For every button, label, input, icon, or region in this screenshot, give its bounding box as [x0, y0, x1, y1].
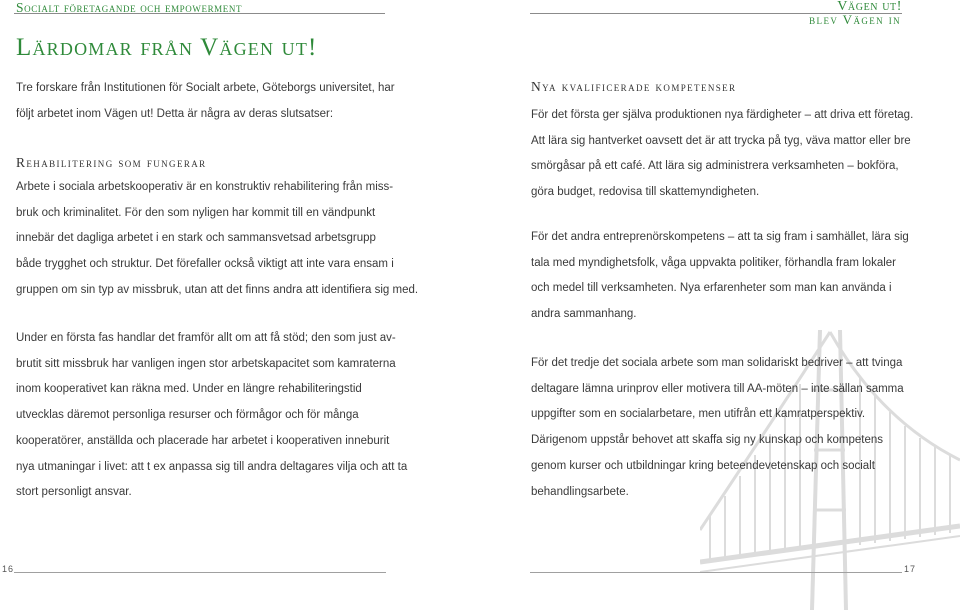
section-heading-rehabilitering: Rehabilitering som fungerar	[16, 155, 207, 170]
text-line: Under en första fas handlar det framför allt om att få stöd; den som just av-	[16, 332, 396, 344]
text-line: och medel till verksamheten. Nya erfarenheter som man kan använda i	[531, 282, 892, 295]
phase-paragraph	[16, 326, 407, 506]
text-line: Därigenom uppstår behovet att skaffa sig ny kunskap och kompetens	[531, 434, 884, 447]
header-rule-left	[14, 13, 385, 14]
rehab-paragraph	[16, 175, 418, 304]
text-line: gruppen om sin typ av missbruk, utan att det finns andra att identifiera sig med.	[16, 283, 419, 296]
text-line: För det andra entreprenörskompetens – att ta sig fram i samhället, lära sig	[531, 231, 909, 243]
text-line: kooperatörer, anställda och placerade har arbetet i kooperativen inneburit	[16, 434, 390, 447]
text-line: nya utmaningar i livet: att t ex anpassa sig till andra deltagares vilja och att ta	[16, 460, 408, 473]
page-number-right: 17	[904, 564, 917, 574]
text-line: tala med myndighetsfolk, våga uppvakta politiker, förhandla fram lokaler	[531, 256, 897, 269]
text-line: bruk och kriminalitet. För den som nyligen har kommit till en vändpunkt	[16, 206, 376, 219]
text-line: För det tredje det sociala arbete som man solidariskt bedriver – att tvinga	[531, 357, 903, 369]
text-line: Att lära sig hantverket oavsett det är att trycka på tyg, väva mattor eller bre	[531, 134, 911, 147]
text-line: innebär det dagliga arbetet i en stark och sammansvetsad arbetsgrupp	[16, 232, 376, 245]
footer-rule-left	[14, 572, 386, 573]
text-line: inom kooperativet kan räkna med. Under en längre rehabiliteringstid	[16, 383, 362, 396]
page-title: Lärdomar från Vägen ut!	[16, 34, 318, 61]
text-line: följt arbetet inom Vägen ut! Detta är några av deras slutsatser:	[16, 107, 334, 120]
text-line: göra budget, redovisa till skattemyndigheten.	[531, 186, 760, 199]
text-line: uppgifter som en socialarbetare, men utifrån ett kamratperspektiv.	[531, 408, 866, 421]
text-line: utvecklas däremot personliga resurser och förmågor och för många	[16, 409, 359, 422]
running-header-right-subtitle: blev Vägen in	[809, 12, 901, 27]
running-header-right: Vägen ut!	[837, 0, 902, 14]
text-line: För det första ger själva produktionen nya färdigheter – att driva ett företag.	[531, 109, 914, 121]
text-line: Arbete i sociala arbetskooperativ är en konstruktiv rehabilitering från miss-	[16, 181, 394, 193]
text-line: brutit sitt missbruk har vanligen ingen stor arbetskapacitet som kamraterna	[16, 357, 396, 370]
text-line: andra sammanhang.	[531, 308, 637, 321]
first-competence-paragraph	[531, 103, 913, 206]
text-line: stort personligt ansvar.	[16, 486, 132, 499]
section-heading-kompetenser: Nya kvalificerade kompetenser	[531, 79, 737, 94]
intro-paragraph	[16, 76, 395, 127]
text-line: genom kurser och utbildningar kring beteendevetenskap och socialt	[531, 459, 875, 472]
text-line: deltagare lämna urinprov eller motivera till AA-möten – inte sällan samma	[531, 382, 904, 395]
text-line: smörgåsar på ett café. Att lära sig administrera verksamheten – bokföra,	[531, 160, 899, 173]
text-line: Tre forskare från Institutionen för Socialt arbete, Göteborgs universitet, har	[16, 82, 395, 94]
footer-rule-right	[530, 572, 902, 573]
text-line: behandlingsarbete.	[531, 485, 629, 498]
page-number-left: 16	[2, 564, 15, 574]
text-line: både trygghet och struktur. Det förefaller också viktigt att inte vara ensam i	[16, 258, 394, 271]
third-competence-paragraph	[531, 351, 904, 505]
running-header-left: Socialt företagande och empowerment	[16, 0, 243, 15]
